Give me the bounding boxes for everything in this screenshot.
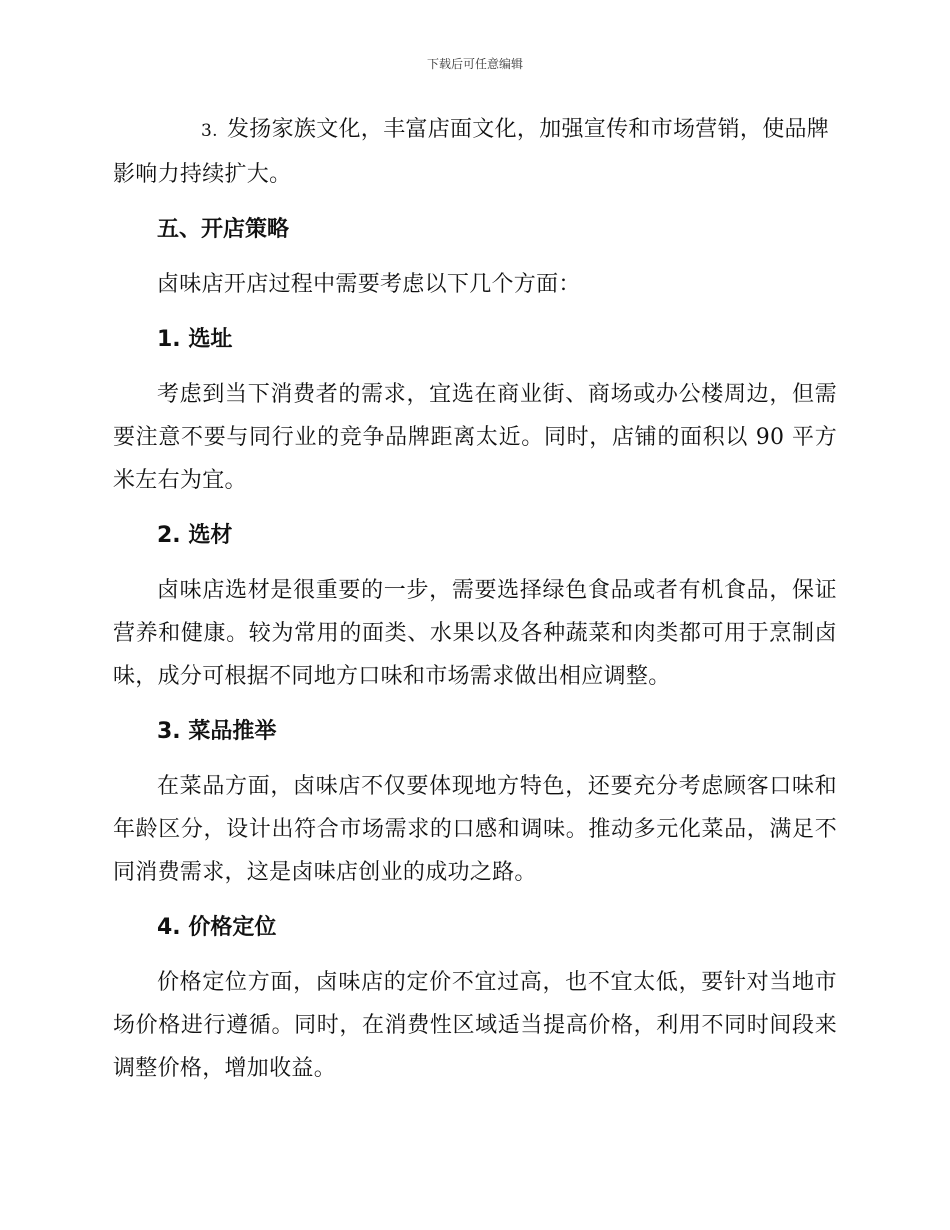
document-body [113,108,837,1090]
subsection-4-body: 价格定位方面，卤味店的定价不宜过高，也不宜太低，要针对当地市场价格进行遵循。同时，在消费性区域适当提高价格，利用不同时间段来调整价格，增加收益。 [113,970,837,1081]
subsection-3-body: 在菜品方面，卤味店不仅要体现地方特色，还要充分考虑顾客口味和年龄区分，设计出符合市场需求的口感和调味。推动多元化菜品，满足不同消费需求，这是卤味店创业的成功之路。 [113,774,837,885]
subsection-4-title: 4. 价格定位 [157,915,277,940]
subsection-1-body: 考虑到当下消费者的需求，宜选在商业街、商场或办公楼周边，但需要注意不要与同行业的竞争品牌距离太近。同时，店铺的面积以 90 平方米左右为宜。 [113,382,837,493]
list-item-number: 3. [201,121,218,141]
list-item-3 [113,108,837,196]
section-5-intro: 卤味店开店过程中需要考虑以下几个方面： [157,272,581,297]
subsection-3-title: 3. 菜品推举 [157,719,277,744]
subsection-2-title: 2. 选材 [157,523,233,548]
list-item-text: 发扬家族文化，丰富店面文化，加强宣传和市场营销，使品牌影响力持续扩大。 [113,117,830,187]
section-5-title: 五、开店策略 [157,217,290,242]
subsection-2-body: 卤味店选材是很重要的一步，需要选择绿色食品或者有机食品，保证营养和健康。较为常用的面类、水果以及各种蔬菜和肉类都可用于烹制卤味，成分可根据不同地方口味和市场需求做出相应调整。 [113,578,837,689]
page-header: 下载后可任意编辑 [426,57,523,71]
subsection-1-title: 1. 选址 [157,327,233,352]
